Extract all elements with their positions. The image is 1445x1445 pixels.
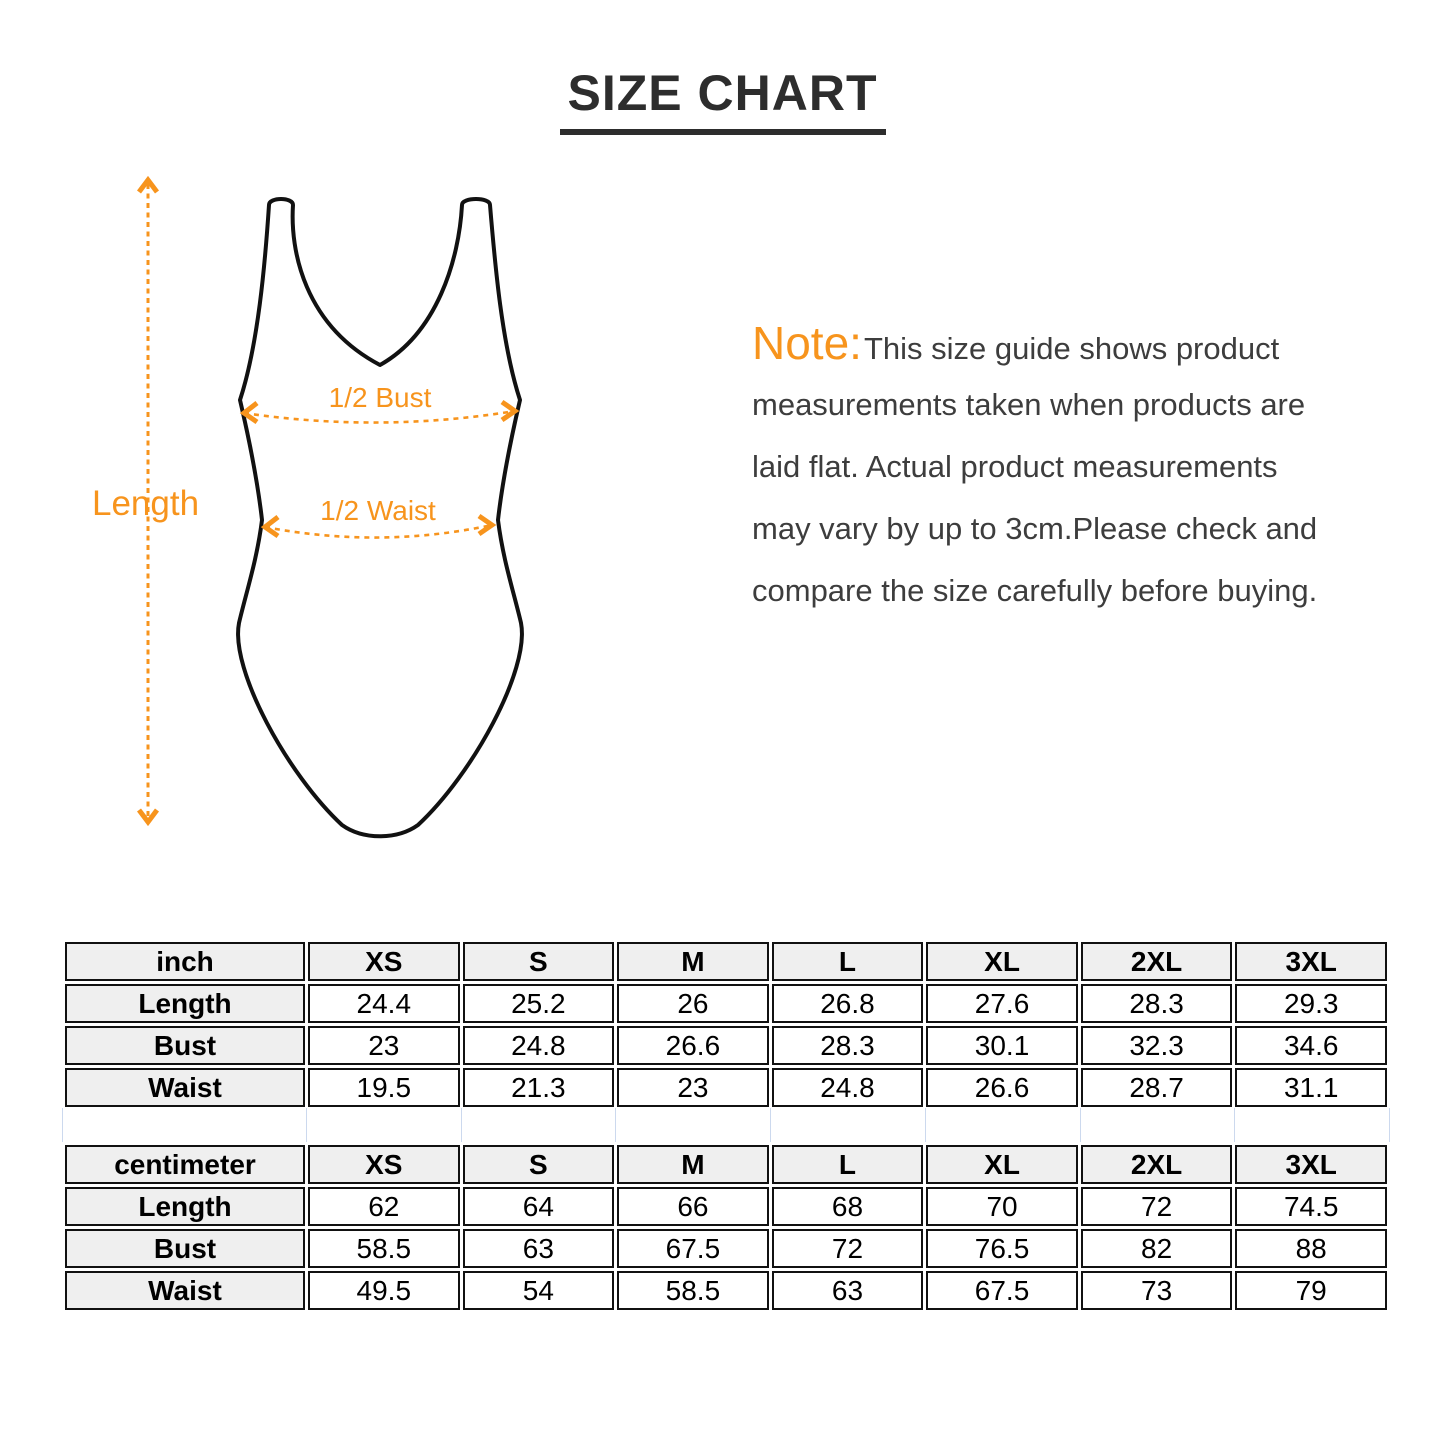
note-line xyxy=(752,312,1417,374)
table-cell: 54 xyxy=(463,1271,615,1310)
column-header: XL xyxy=(926,1145,1078,1184)
table-cell: 72 xyxy=(772,1229,924,1268)
row-label: Bust xyxy=(65,1026,305,1065)
table-cell: 25.2 xyxy=(463,984,615,1023)
unit-header: inch xyxy=(65,942,305,981)
waist-label: 1/2 Waist xyxy=(320,495,436,526)
note-line: laid flat. Actual product measurements xyxy=(752,449,1278,484)
table-row xyxy=(65,1026,1387,1065)
title-bar xyxy=(0,64,1445,135)
note-text: This size guide shows product xyxy=(863,331,1280,366)
table-cell: 70 xyxy=(926,1187,1078,1226)
table-header-row xyxy=(65,942,1387,981)
table-cell: 67.5 xyxy=(926,1271,1078,1310)
table-cell: 73 xyxy=(1081,1271,1233,1310)
column-header: 2XL xyxy=(1081,1145,1233,1184)
page-title: SIZE CHART xyxy=(560,64,886,135)
column-header: M xyxy=(617,942,769,981)
table-cell: 21.3 xyxy=(463,1068,615,1107)
table-row xyxy=(65,1068,1387,1107)
table-row xyxy=(65,1187,1387,1226)
table-row xyxy=(65,984,1387,1023)
column-header: XS xyxy=(308,942,460,981)
row-label: Length xyxy=(65,1187,305,1226)
table-cell: 63 xyxy=(772,1271,924,1310)
table-cell: 32.3 xyxy=(1081,1026,1233,1065)
column-header: M xyxy=(617,1145,769,1184)
note-line: compare the size carefully before buying. xyxy=(752,573,1318,608)
row-label: Length xyxy=(65,984,305,1023)
table-cell: 31.1 xyxy=(1235,1068,1387,1107)
bust-label: 1/2 Bust xyxy=(328,382,432,413)
note-block xyxy=(752,312,1417,622)
table-cell: 19.5 xyxy=(308,1068,460,1107)
table-cell: 67.5 xyxy=(617,1229,769,1268)
table-row xyxy=(65,1229,1387,1268)
table-cell: 76.5 xyxy=(926,1229,1078,1268)
table-cell: 26.8 xyxy=(772,984,924,1023)
row-label: Waist xyxy=(65,1271,305,1310)
column-header: S xyxy=(463,942,615,981)
column-header: XL xyxy=(926,942,1078,981)
table-cell: 58.5 xyxy=(308,1229,460,1268)
table-cell: 79 xyxy=(1235,1271,1387,1310)
table-cell: 29.3 xyxy=(1235,984,1387,1023)
table-row xyxy=(65,1271,1387,1310)
spreadsheet-gridlines xyxy=(62,1108,1390,1142)
note-line: measurements taken when products are xyxy=(752,387,1306,422)
table-cell: 30.1 xyxy=(926,1026,1078,1065)
column-header: XS xyxy=(308,1145,460,1184)
table-cell: 72 xyxy=(1081,1187,1233,1226)
length-label: Length xyxy=(92,484,200,523)
column-header: L xyxy=(772,942,924,981)
table-cell: 26 xyxy=(617,984,769,1023)
table-cell: 24.8 xyxy=(463,1026,615,1065)
table-cell: 58.5 xyxy=(617,1271,769,1310)
column-header: S xyxy=(463,1145,615,1184)
table-cell: 23 xyxy=(308,1026,460,1065)
table-cell: 24.4 xyxy=(308,984,460,1023)
table-cell: 74.5 xyxy=(1235,1187,1387,1226)
row-label: Bust xyxy=(65,1229,305,1268)
table-header-row xyxy=(65,1145,1387,1184)
size-table-centimeter xyxy=(62,1142,1390,1313)
table-cell: 23 xyxy=(617,1068,769,1107)
table-cell: 28.3 xyxy=(1081,984,1233,1023)
table-cell: 62 xyxy=(308,1187,460,1226)
column-header: 3XL xyxy=(1235,942,1387,981)
row-label: Waist xyxy=(65,1068,305,1107)
table-cell: 63 xyxy=(463,1229,615,1268)
table-cell: 28.3 xyxy=(772,1026,924,1065)
size-table-inch xyxy=(62,939,1390,1110)
table-cell: 34.6 xyxy=(1235,1026,1387,1065)
table-cell: 26.6 xyxy=(617,1026,769,1065)
note-label: Note: xyxy=(752,317,862,369)
table-cell: 68 xyxy=(772,1187,924,1226)
column-header: 3XL xyxy=(1235,1145,1387,1184)
unit-header: centimeter xyxy=(65,1145,305,1184)
table-cell: 27.6 xyxy=(926,984,1078,1023)
table-cell: 26.6 xyxy=(926,1068,1078,1107)
note-line: may vary by up to 3cm.Please check and xyxy=(752,511,1318,546)
table-cell: 66 xyxy=(617,1187,769,1226)
column-header: 2XL xyxy=(1081,942,1233,981)
swimsuit-diagram xyxy=(80,170,560,860)
table-cell: 49.5 xyxy=(308,1271,460,1310)
table-cell: 24.8 xyxy=(772,1068,924,1107)
column-header: L xyxy=(772,1145,924,1184)
table-cell: 88 xyxy=(1235,1229,1387,1268)
table-cell: 82 xyxy=(1081,1229,1233,1268)
table-cell: 28.7 xyxy=(1081,1068,1233,1107)
table-cell: 64 xyxy=(463,1187,615,1226)
